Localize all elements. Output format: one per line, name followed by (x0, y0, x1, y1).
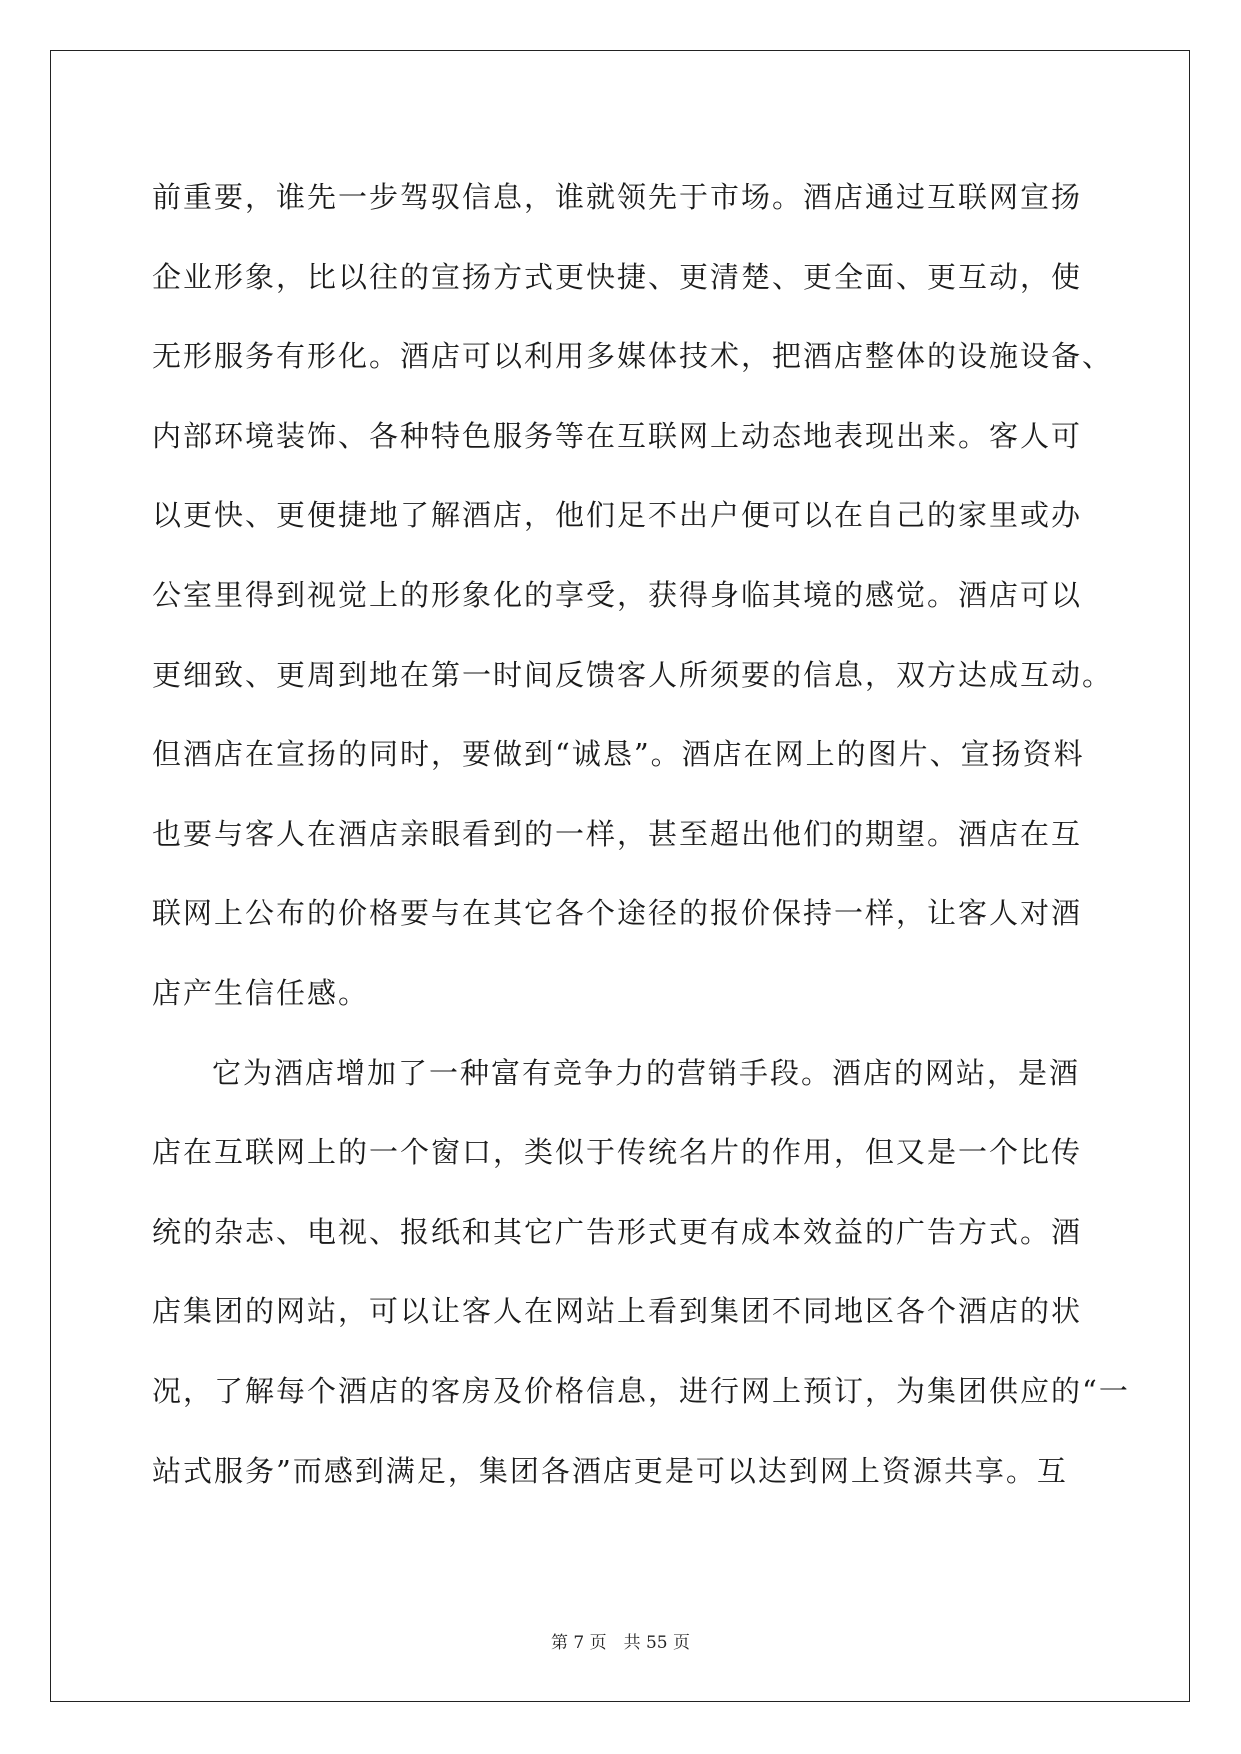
text-line: 内部环境装饰、各种特色服务等在互联网上动态地表现出来。客人可 (152, 418, 1083, 453)
text-line: 况，了解每个酒店的客房及价格信息，进行网上预订，为集团供应的“一 (152, 1373, 1130, 1408)
text-line: 公室里得到视觉上的形象化的享受，获得身临其境的感觉。酒店可以 (152, 577, 1083, 612)
document-body (152, 158, 1130, 1511)
text-line-paragraph-start: 它为酒店增加了一种富有竞争力的营销手段。酒店的网站，是酒 (212, 1055, 1081, 1090)
text-line: 企业形象，比以往的宣扬方式更快捷、更清楚、更全面、更互动，使 (152, 259, 1083, 294)
text-line: 联网上公布的价格要与在其它各个途径的报价保持一样，让客人对酒 (152, 896, 1083, 931)
text-line: 但酒店在宣扬的同时，要做到“诚恳”。酒店在网上的图片、宣扬资料 (152, 737, 1085, 772)
text-line: 以更快、更便捷地了解酒店，他们足不出户便可以在自己的家里或办 (152, 498, 1083, 533)
text-line: 更细致、更周到地在第一时间反馈客人所须要的信息，双方达成互动。 (152, 657, 1114, 692)
text-line: 店集团的网站，可以让客人在网站上看到集团不同地区各个酒店的状 (152, 1294, 1083, 1329)
text-line: 统的杂志、电视、报纸和其它广告形式更有成本效益的广告方式。酒 (152, 1214, 1083, 1249)
text-line: 也要与客人在酒店亲眼看到的一样，甚至超出他们的期望。酒店在互 (152, 816, 1083, 851)
page-number-footer: 第 7 页 共 55 页 (550, 1633, 691, 1653)
text-line: 站式服务”而感到满足，集团各酒店更是可以达到网上资源共享。互 (152, 1453, 1068, 1488)
text-line: 无形服务有形化。酒店可以利用多媒体技术，把酒店整体的设施设备、 (152, 339, 1114, 374)
text-line: 店在互联网上的一个窗口，类似于传统名片的作用，但又是一个比传 (152, 1135, 1083, 1170)
text-line: 前重要，谁先一步驾驭信息，谁就领先于市场。酒店通过互联网宣扬 (152, 180, 1083, 214)
text-line: 店产生信任感。 (152, 975, 370, 1010)
